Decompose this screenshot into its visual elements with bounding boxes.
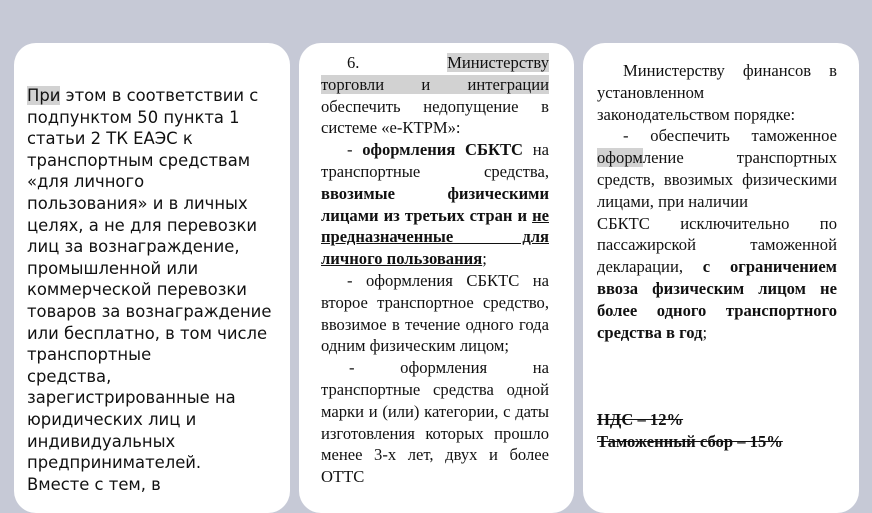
left-line: промышленной или bbox=[27, 258, 199, 278]
left-line: подпунктом 50 пункта 1 bbox=[27, 107, 240, 127]
right-intro: Министерству финансов в установленном законодательством порядке: bbox=[597, 61, 837, 124]
left-highlight: При bbox=[27, 86, 61, 105]
left-line: товаров за вознаграждение bbox=[27, 301, 272, 321]
left-line: целях, а не для перевозки bbox=[27, 215, 258, 235]
highlight-ministry: Министерству bbox=[447, 53, 549, 72]
right-text bbox=[597, 60, 837, 453]
left-line: пользования» и в личных bbox=[27, 193, 248, 213]
item-six-heading-line2 bbox=[321, 74, 549, 96]
right-sbkts: СБКТС исключительно по пассажирской таможенной декларации, с ограничением ввоза физическим лицом не более одного транспортного средства в год; bbox=[597, 213, 837, 342]
right-text-card bbox=[583, 43, 859, 513]
left-line: При этом в соответствии с bbox=[27, 86, 259, 105]
customs-fee: Таможенный сбор – 15% bbox=[597, 432, 783, 452]
highlight-oform: оформ bbox=[597, 148, 643, 168]
bullet-second: - оформления СБКТС на второе транспортное средство, ввозимое в течение одного года одним физическим лицом; bbox=[321, 270, 549, 356]
intro-text: обеспечить недопущение в системе «е-КТРМ»: bbox=[321, 96, 549, 138]
left-line: лиц за вознаграждение, bbox=[27, 237, 240, 257]
middle-text-card bbox=[299, 43, 574, 513]
left-paragraph bbox=[27, 85, 282, 495]
highlight-ministry-line2: торговли и интеграции bbox=[321, 74, 549, 94]
left-line: транспортные bbox=[27, 345, 152, 365]
left-line: Вместе с тем, в bbox=[27, 474, 161, 494]
left-text-card bbox=[14, 43, 290, 513]
left-line: статьи 2 ТК ЕАЭС к bbox=[27, 129, 193, 149]
left-line: коммерческой перевозки bbox=[27, 280, 247, 300]
left-line: или бесплатно, в том числе bbox=[27, 323, 268, 343]
vat-rate: НДС – 12% bbox=[597, 410, 684, 430]
left-line: «для личного bbox=[27, 172, 145, 192]
left-line: средства, bbox=[27, 366, 112, 386]
bullet-first: - оформления СБКТС на транспортные средства, ввозимые физическими лицами из третьих стран и не предназначенные для личного пользования; bbox=[321, 140, 549, 269]
left-line: транспортным средствам bbox=[27, 150, 251, 170]
bullet-third: - оформления на транспортные средства одной марки и (или) категории, с даты изготовления которых прошло менее 3-х лет, двух и более ОТТС bbox=[321, 358, 549, 487]
left-line: предпринимателей. bbox=[27, 453, 202, 473]
left-line: юридических лиц и bbox=[27, 409, 197, 429]
middle-text bbox=[321, 52, 549, 488]
left-line: индивидуальных bbox=[27, 431, 176, 451]
right-bullet: - обеспечить таможенное оформление транспортных средств, ввозимых физическими лицами, при наличии bbox=[597, 126, 837, 211]
item-six-heading: 6. Министерству bbox=[347, 53, 549, 72]
left-line: зарегистрированные на bbox=[27, 388, 236, 408]
